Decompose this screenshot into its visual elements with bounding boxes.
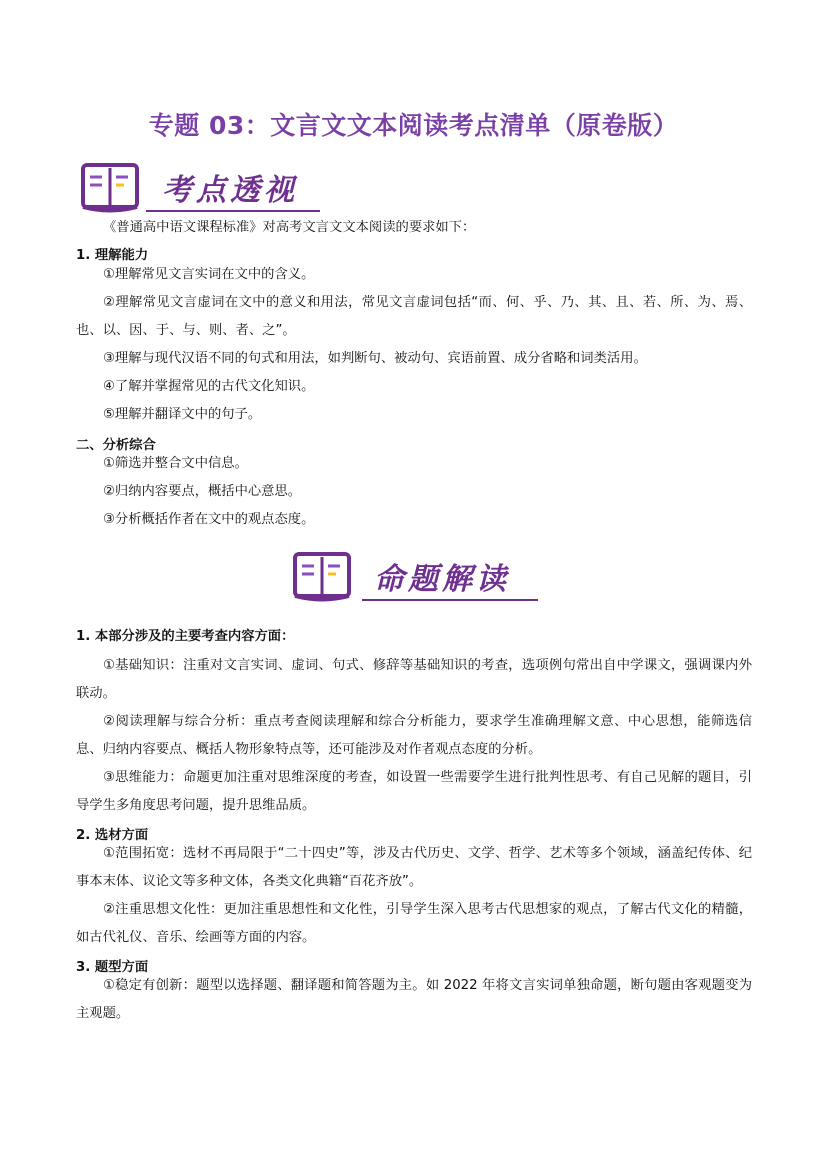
list-item: ②归纳内容要点，概括中心意思。 [103,484,302,499]
heading-analysis: 二、分析综合 [76,438,156,453]
section-banner-kaodian [80,160,320,214]
heading-material: 2. 选材方面 [76,828,149,843]
book-icon [292,549,352,603]
list-item: ③思维能力：命题更加注重对思维深度的考查，如设置一些需要学生进行批判性思考、有自己见解的题目，引导学生多角度思考问题，提升思维品质。 [76,770,752,813]
banner-label: 命题解读 [374,562,510,597]
list-item: ①理解常见文言实词在文中的含义。 [103,267,315,282]
list-item: ②阅读理解与综合分析：重点考查阅读理解和综合分析能力，要求学生准确理解文意、中心思想，能筛选信息、归纳内容要点、概括人物形象特点等，还可能涉及对作者观点态度的分析。 [76,714,752,757]
list-item: ②理解常见文言虚词在文中的意义和用法，常见文言虚词包括“而、何、乎、乃、其、且、若、所、为、焉、也、以、因、于、与、则、者、之”。 [76,295,752,338]
list-item: ②注重思想文化性：更加注重思想性和文化性，引导学生深入思考古代思想家的观点，了解古代文化的精髓，如古代礼仪、音乐、绘画等方面的内容。 [76,902,752,945]
heading-comprehension: 1. 理解能力 [76,248,149,263]
list-item: ③分析概括作者在文中的观点态度。 [103,512,315,527]
banner-label: 考点透视 [162,173,298,208]
intro-text: 《普通高中语文课程标准》对高考文言文文本阅读的要求如下： [103,220,476,235]
list-item: ⑤理解并翻译文中的句子。 [103,407,262,422]
banner-underline [146,210,320,212]
list-item: ①筛选并整合文中信息。 [103,456,248,471]
list-item: ③理解与现代汉语不同的句式和用法，如判断句、被动句、宾语前置、成分省略和词类活用。 [103,351,647,366]
page-title: 专题 03：文言文文本阅读考点清单（原卷版） [148,111,679,140]
list-item: ①基础知识：注重对文言实词、虚词、句式、修辞等基础知识的考查，选项例句常出自中学课文，强调课内外联动。 [76,658,752,701]
heading-question-type: 3. 题型方面 [76,960,149,975]
list-item: ①稳定有创新：题型以选择题、翻译题和简答题为主。如 2022 年将文言实词单独命题，断句题由客观题变为主观题。 [76,978,752,1021]
list-item: ④了解并掌握常见的古代文化知识。 [103,379,315,394]
book-icon [80,160,140,214]
list-item: ①范围拓宽：选材不再局限于“二十四史”等，涉及古代历史、文学、哲学、艺术等多个领域，涵盖纪传体、纪事本末体、议论文等多种文体，各类文化典籍“百花齐放”。 [76,846,752,889]
banner-underline [362,599,538,601]
heading-content: 1. 本部分涉及的主要考查内容方面： [76,629,295,644]
section-banner-mingti [292,549,538,603]
